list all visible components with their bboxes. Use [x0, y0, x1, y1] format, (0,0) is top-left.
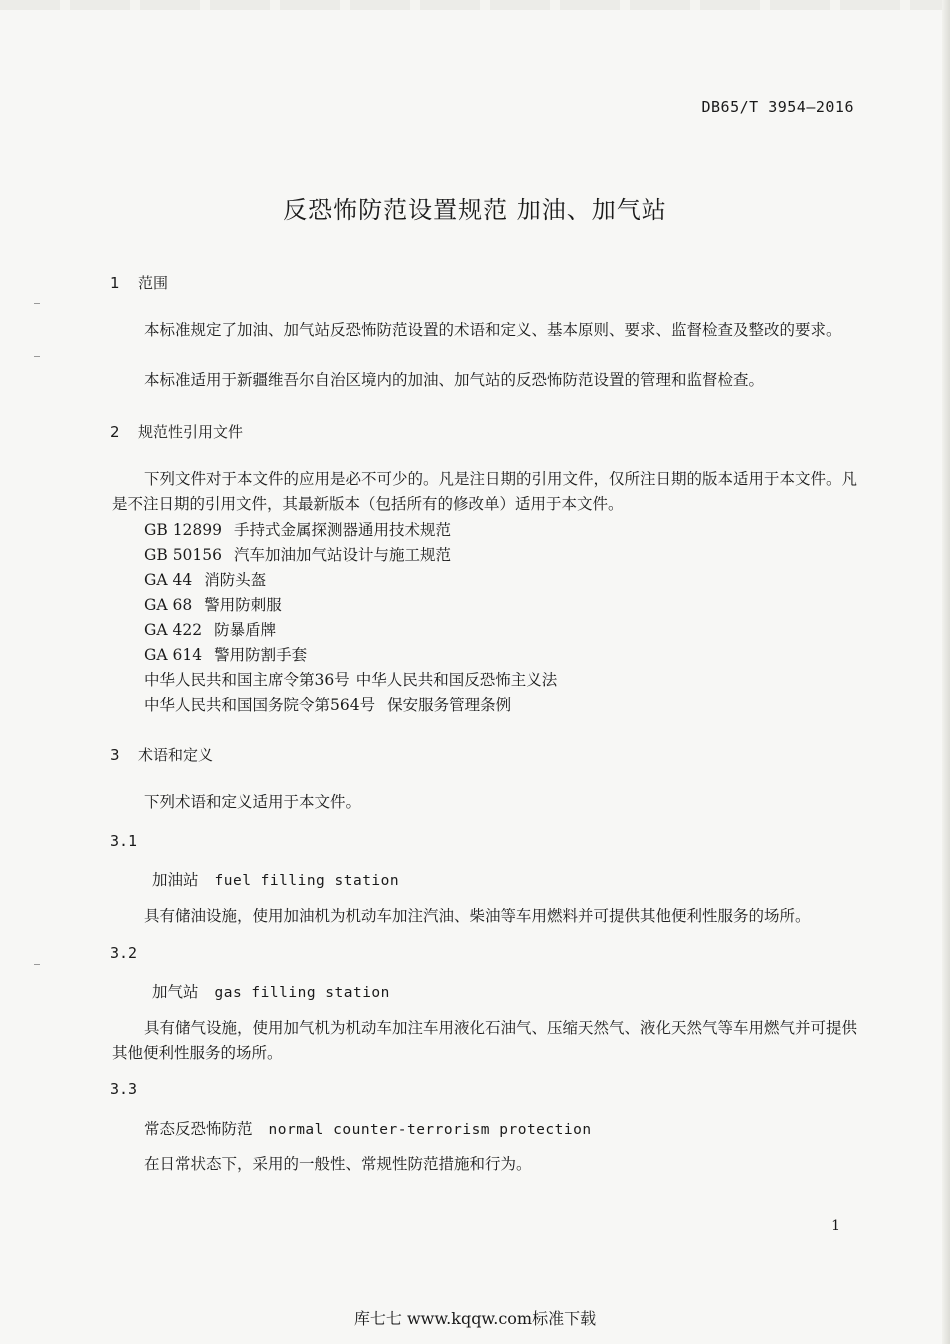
term-zh: 加气站	[152, 983, 199, 1001]
reference-item: GA 614 警用防割手套	[144, 646, 308, 664]
term-zh: 加油站	[152, 871, 199, 889]
paragraph: 下列文件对于本文件的应用是必不可少的。凡是注日期的引用文件，仅所注日期的版本适用于本文件。凡是不注日期的引用文件，其最新版本（包括所有的修改单）适用于本文件。	[112, 470, 858, 513]
reference-item: 中华人民共和国国务院令第564号 保安服务管理条例	[144, 696, 512, 714]
subsection-number: 3.2	[110, 944, 138, 962]
scan-speck	[34, 964, 40, 965]
term-entry	[152, 980, 390, 1002]
term-zh: 常态反恐怖防范	[144, 1120, 253, 1138]
subsection-number: 3.3	[110, 1080, 138, 1098]
term-definition: 具有储气设施，使用加气机为机动车加注车用液化石油气、压缩天然气、液化天然气等车用燃气并可提供其他便利性服务的场所。	[112, 1019, 858, 1062]
section-heading-3	[110, 744, 213, 765]
page-title: 反恐怖防范设置规范 加油、加气站	[283, 196, 667, 224]
term-en: fuel filling station	[214, 873, 400, 889]
term-entry	[152, 868, 399, 890]
section-heading-1	[110, 272, 168, 293]
paragraph: 下列术语和定义适用于本文件。	[144, 793, 362, 811]
section-number: 3	[110, 746, 120, 764]
reference-item: GA 44 消防头盔	[144, 571, 267, 589]
term-definition: 在日常状态下，采用的一般性、常规性防范措施和行为。	[144, 1155, 532, 1173]
subsection-number: 3.1	[110, 832, 138, 850]
term-definition: 具有储油设施，使用加油机为机动车加注汽油、柴油等车用燃料并可提供其他便利性服务的场所。	[144, 907, 811, 925]
scan-speck	[34, 356, 40, 357]
reference-item: GB 50156 汽车加油加气站设计与施工规范	[144, 546, 452, 564]
section-number: 2	[110, 423, 120, 441]
section-number: 1	[110, 274, 120, 292]
document-code: DB65/T 3954—2016	[701, 98, 854, 116]
term-en: normal counter-terrorism protection	[268, 1122, 592, 1138]
term-entry	[144, 1117, 592, 1139]
section-heading-2	[110, 421, 243, 442]
term-en: gas filling station	[214, 985, 390, 1001]
section-title: 术语和定义	[138, 746, 214, 764]
paragraph: 本标准适用于新疆维吾尔自治区境内的加油、加气站的反恐怖防范设置的管理和监督检查。	[144, 371, 765, 389]
reference-item: GA 422 防暴盾牌	[144, 621, 277, 639]
scan-edge-top	[0, 0, 950, 10]
section-title: 范围	[138, 274, 169, 292]
reference-item: GB 12899 手持式金属探测器通用技术规范	[144, 521, 452, 539]
reference-item: 中华人民共和国主席令第36号 中华人民共和国反恐怖主义法	[144, 671, 558, 689]
paragraph: 本标准规定了加油、加气站反恐怖防范设置的术语和定义、基本原则、要求、监督检查及整改的要求。	[144, 321, 842, 339]
page-number: 1	[831, 1218, 840, 1234]
reference-item: GA 68 警用防刺服	[144, 596, 282, 614]
section-title: 规范性引用文件	[138, 423, 244, 441]
footer-watermark: 库七七 www.kqqw.com标准下载	[353, 1309, 597, 1328]
scan-speck	[34, 303, 40, 304]
